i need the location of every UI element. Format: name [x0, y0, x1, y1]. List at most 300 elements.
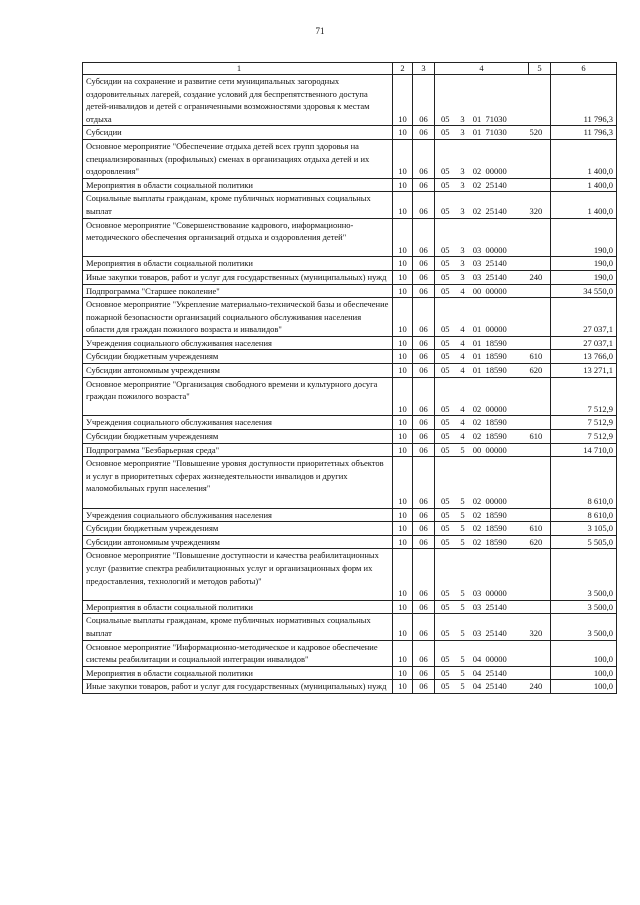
section-code: 10 [393, 284, 413, 298]
table-row [83, 600, 617, 614]
amount: 190,0 [551, 218, 617, 257]
expense-type-code: 240 [529, 680, 551, 694]
table-row [83, 350, 617, 364]
subsection-code: 06 [413, 416, 435, 430]
amount: 14 710,0 [551, 443, 617, 457]
subsection-code: 06 [413, 443, 435, 457]
subprogram-code: 4 [457, 364, 469, 378]
amount: 3 500,0 [551, 549, 617, 600]
subprogram-code: 4 [457, 336, 469, 350]
activity-code: 03 [469, 549, 486, 600]
activity-code: 03 [469, 600, 486, 614]
table-row [83, 666, 617, 680]
direction-code: 00000 [486, 284, 522, 298]
expense-type-code: 620 [529, 535, 551, 549]
program-code: 05 [435, 257, 457, 271]
direction-code: 71030 [486, 75, 522, 126]
amount: 27 037,1 [551, 298, 617, 337]
subprogram-code: 3 [457, 75, 469, 126]
table-row [83, 640, 617, 666]
subprogram-code: 5 [457, 640, 469, 666]
amount: 3 500,0 [551, 614, 617, 640]
subprogram-code: 3 [457, 126, 469, 140]
expense-type-code: 610 [529, 430, 551, 444]
row-name: Субсидии бюджетным учреждениям [83, 522, 393, 536]
expense-type-code [529, 443, 551, 457]
amount: 100,0 [551, 666, 617, 680]
code-spacer [522, 257, 529, 271]
program-code: 05 [435, 298, 457, 337]
amount: 13 271,1 [551, 364, 617, 378]
expense-type-code: 240 [529, 270, 551, 284]
program-code: 05 [435, 178, 457, 192]
table-row [83, 416, 617, 430]
table-row [83, 549, 617, 600]
row-name: Мероприятия в области социальной политики [83, 600, 393, 614]
amount: 11 796,3 [551, 126, 617, 140]
activity-code: 01 [469, 75, 486, 126]
amount: 7 512,9 [551, 377, 617, 416]
row-name: Подпрограмма "Безбарьерная среда" [83, 443, 393, 457]
page-number: 71 [315, 26, 325, 36]
subprogram-code: 4 [457, 284, 469, 298]
activity-code: 01 [469, 336, 486, 350]
subsection-code: 06 [413, 178, 435, 192]
row-name: Учреждения социального обслуживания населения [83, 416, 393, 430]
subsection-code: 06 [413, 350, 435, 364]
expense-type-code [529, 75, 551, 126]
code-spacer [522, 640, 529, 666]
section-code: 10 [393, 350, 413, 364]
code-spacer [522, 522, 529, 536]
table-header-row [83, 63, 617, 75]
activity-code: 01 [469, 350, 486, 364]
direction-code: 18590 [486, 508, 522, 522]
subsection-code: 06 [413, 139, 435, 178]
row-name: Социальные выплаты гражданам, кроме публичных нормативных социальных выплат [83, 614, 393, 640]
activity-code: 00 [469, 443, 486, 457]
activity-code: 02 [469, 416, 486, 430]
program-code: 05 [435, 139, 457, 178]
activity-code: 02 [469, 377, 486, 416]
section-code: 10 [393, 680, 413, 694]
code-spacer [522, 350, 529, 364]
table-row [83, 377, 617, 416]
code-spacer [522, 666, 529, 680]
subprogram-code: 3 [457, 192, 469, 218]
subprogram-code: 4 [457, 416, 469, 430]
table-row [83, 257, 617, 271]
row-name: Иные закупки товаров, работ и услуг для государственных (муниципальных) нужд [83, 680, 393, 694]
expense-type-code [529, 457, 551, 508]
column-header-2: 2 [393, 63, 413, 75]
row-name: Основное мероприятие "Обеспечение отдыха детей всех групп здоровья на специализированных (профильных) сменах в организациях отдыха детей и их оздоровления" [83, 139, 393, 178]
section-code: 10 [393, 600, 413, 614]
subprogram-code: 3 [457, 257, 469, 271]
subsection-code: 06 [413, 257, 435, 271]
program-code: 05 [435, 443, 457, 457]
row-name: Основное мероприятие "Информационно-методическое и кадровое обеспечение системы реабилитации и социальной интеграции инвалидов" [83, 640, 393, 666]
section-code: 10 [393, 443, 413, 457]
section-code: 10 [393, 192, 413, 218]
subsection-code: 06 [413, 522, 435, 536]
direction-code: 25140 [486, 192, 522, 218]
subsection-code: 06 [413, 377, 435, 416]
subprogram-code: 3 [457, 178, 469, 192]
amount: 100,0 [551, 680, 617, 694]
program-code: 05 [435, 416, 457, 430]
activity-code: 02 [469, 430, 486, 444]
program-code: 05 [435, 270, 457, 284]
row-name: Социальные выплаты гражданам, кроме публичных нормативных социальных выплат [83, 192, 393, 218]
activity-code: 04 [469, 680, 486, 694]
activity-code: 01 [469, 126, 486, 140]
activity-code: 02 [469, 508, 486, 522]
row-name: Основное мероприятие "Повышение уровня доступности приоритетных объектов и услуг в приоритетных сферах жизнедеятельности инвалидов и других маломобильных групп населения" [83, 457, 393, 508]
table-row [83, 443, 617, 457]
code-spacer [522, 377, 529, 416]
program-code: 05 [435, 284, 457, 298]
section-code: 10 [393, 178, 413, 192]
amount: 1 400,0 [551, 192, 617, 218]
program-code: 05 [435, 522, 457, 536]
direction-code: 25140 [486, 680, 522, 694]
activity-code: 02 [469, 522, 486, 536]
subsection-code: 06 [413, 680, 435, 694]
code-spacer [522, 614, 529, 640]
subsection-code: 06 [413, 614, 435, 640]
section-code: 10 [393, 298, 413, 337]
table-row [83, 535, 617, 549]
subsection-code: 06 [413, 549, 435, 600]
code-spacer [522, 680, 529, 694]
table-row [83, 284, 617, 298]
budget-table [82, 62, 617, 694]
direction-code: 18590 [486, 535, 522, 549]
code-spacer [522, 218, 529, 257]
column-header-6: 6 [551, 63, 617, 75]
amount: 190,0 [551, 257, 617, 271]
subprogram-code: 5 [457, 457, 469, 508]
column-header-4: 4 [435, 63, 529, 75]
subsection-code: 06 [413, 364, 435, 378]
code-spacer [522, 549, 529, 600]
program-code: 05 [435, 535, 457, 549]
code-spacer [522, 430, 529, 444]
direction-code: 18590 [486, 350, 522, 364]
column-header-5: 5 [529, 63, 551, 75]
expense-type-code: 320 [529, 192, 551, 218]
section-code: 10 [393, 416, 413, 430]
amount: 3 500,0 [551, 600, 617, 614]
table-row [83, 336, 617, 350]
direction-code: 00000 [486, 218, 522, 257]
program-code: 05 [435, 336, 457, 350]
table-row [83, 126, 617, 140]
table-row [83, 457, 617, 508]
amount: 34 550,0 [551, 284, 617, 298]
code-spacer [522, 178, 529, 192]
section-code: 10 [393, 549, 413, 600]
row-name: Иные закупки товаров, работ и услуг для государственных (муниципальных) нужд [83, 270, 393, 284]
row-name: Мероприятия в области социальной политики [83, 178, 393, 192]
program-code: 05 [435, 457, 457, 508]
activity-code: 01 [469, 298, 486, 337]
activity-code: 04 [469, 666, 486, 680]
amount: 27 037,1 [551, 336, 617, 350]
direction-code: 25140 [486, 178, 522, 192]
direction-code: 00000 [486, 640, 522, 666]
row-name: Основное мероприятие "Организация свободного времени и культурного досуга граждан пожилого возраста" [83, 377, 393, 416]
section-code: 10 [393, 614, 413, 640]
column-header-3: 3 [413, 63, 435, 75]
expense-type-code: 610 [529, 522, 551, 536]
row-name: Субсидии [83, 126, 393, 140]
code-spacer [522, 139, 529, 178]
direction-code: 00000 [486, 377, 522, 416]
expense-type-code [529, 549, 551, 600]
program-code: 05 [435, 350, 457, 364]
subprogram-code: 5 [457, 600, 469, 614]
direction-code: 71030 [486, 126, 522, 140]
expense-type-code: 610 [529, 350, 551, 364]
section-code: 10 [393, 257, 413, 271]
activity-code: 02 [469, 139, 486, 178]
code-spacer [522, 298, 529, 337]
expense-type-code [529, 298, 551, 337]
direction-code: 25140 [486, 270, 522, 284]
section-code: 10 [393, 666, 413, 680]
table-row [83, 522, 617, 536]
program-code: 05 [435, 614, 457, 640]
expense-type-code: 520 [529, 126, 551, 140]
subprogram-code: 3 [457, 218, 469, 257]
section-code: 10 [393, 430, 413, 444]
table-row [83, 75, 617, 126]
subprogram-code: 5 [457, 522, 469, 536]
subsection-code: 06 [413, 126, 435, 140]
direction-code: 25140 [486, 600, 522, 614]
row-name: Мероприятия в области социальной политики [83, 666, 393, 680]
program-code: 05 [435, 600, 457, 614]
subprogram-code: 3 [457, 139, 469, 178]
subprogram-code: 4 [457, 350, 469, 364]
program-code: 05 [435, 364, 457, 378]
section-code: 10 [393, 218, 413, 257]
direction-code: 18590 [486, 522, 522, 536]
subprogram-code: 4 [457, 377, 469, 416]
expense-type-code: 620 [529, 364, 551, 378]
table-row [83, 430, 617, 444]
section-code: 10 [393, 336, 413, 350]
activity-code: 01 [469, 364, 486, 378]
row-name: Субсидии бюджетным учреждениям [83, 430, 393, 444]
code-spacer [522, 457, 529, 508]
column-header-1: 1 [83, 63, 393, 75]
section-code: 10 [393, 126, 413, 140]
row-name: Основное мероприятие "Повышение доступности и качества реабилитационных услуг (развитие спектра реабилитационных услуг и организационных форм их предоставления, технологий и методов работы)" [83, 549, 393, 600]
activity-code: 00 [469, 284, 486, 298]
amount: 7 512,9 [551, 416, 617, 430]
subprogram-code: 4 [457, 298, 469, 337]
expense-type-code [529, 508, 551, 522]
section-code: 10 [393, 75, 413, 126]
subprogram-code: 3 [457, 270, 469, 284]
table-row [83, 178, 617, 192]
activity-code: 02 [469, 535, 486, 549]
direction-code: 25140 [486, 666, 522, 680]
amount: 8 610,0 [551, 508, 617, 522]
table-row [83, 298, 617, 337]
amount: 100,0 [551, 640, 617, 666]
amount: 8 610,0 [551, 457, 617, 508]
direction-code: 00000 [486, 549, 522, 600]
direction-code: 18590 [486, 364, 522, 378]
code-spacer [522, 192, 529, 218]
row-name: Мероприятия в области социальной политики [83, 257, 393, 271]
table-row [83, 270, 617, 284]
subprogram-code: 5 [457, 666, 469, 680]
direction-code: 18590 [486, 430, 522, 444]
subsection-code: 06 [413, 336, 435, 350]
program-code: 05 [435, 126, 457, 140]
direction-code: 25140 [486, 257, 522, 271]
activity-code: 02 [469, 178, 486, 192]
table-row [83, 192, 617, 218]
subsection-code: 06 [413, 535, 435, 549]
program-code: 05 [435, 218, 457, 257]
section-code: 10 [393, 457, 413, 508]
amount: 1 400,0 [551, 178, 617, 192]
direction-code: 00000 [486, 457, 522, 508]
amount: 5 505,0 [551, 535, 617, 549]
direction-code: 25140 [486, 614, 522, 640]
activity-code: 03 [469, 614, 486, 640]
row-name: Субсидии автономным учреждениям [83, 535, 393, 549]
section-code: 10 [393, 640, 413, 666]
table-row [83, 139, 617, 178]
code-spacer [522, 364, 529, 378]
subprogram-code: 5 [457, 535, 469, 549]
section-code: 10 [393, 139, 413, 178]
table-row [83, 614, 617, 640]
program-code: 05 [435, 640, 457, 666]
direction-code: 00000 [486, 298, 522, 337]
expense-type-code: 320 [529, 614, 551, 640]
row-name: Субсидии автономным учреждениям [83, 364, 393, 378]
subsection-code: 06 [413, 270, 435, 284]
subsection-code: 06 [413, 298, 435, 337]
program-code: 05 [435, 377, 457, 416]
row-name: Субсидии бюджетным учреждениям [83, 350, 393, 364]
subsection-code: 06 [413, 192, 435, 218]
subsection-code: 06 [413, 666, 435, 680]
expense-type-code [529, 218, 551, 257]
subsection-code: 06 [413, 430, 435, 444]
program-code: 05 [435, 75, 457, 126]
table-row [83, 218, 617, 257]
table-row [83, 508, 617, 522]
expense-type-code [529, 139, 551, 178]
section-code: 10 [393, 522, 413, 536]
direction-code: 00000 [486, 139, 522, 178]
program-code: 05 [435, 430, 457, 444]
section-code: 10 [393, 535, 413, 549]
expense-type-code [529, 178, 551, 192]
direction-code: 18590 [486, 336, 522, 350]
expense-type-code [529, 257, 551, 271]
direction-code: 00000 [486, 443, 522, 457]
expense-type-code [529, 640, 551, 666]
expense-type-code [529, 416, 551, 430]
row-name: Основное мероприятие "Совершенствование кадрового, информационно-методического обеспечения организаций отдыха и оздоровления детей" [83, 218, 393, 257]
subprogram-code: 5 [457, 443, 469, 457]
activity-code: 03 [469, 270, 486, 284]
activity-code: 02 [469, 192, 486, 218]
table-row [83, 680, 617, 694]
amount: 7 512,9 [551, 430, 617, 444]
program-code: 05 [435, 666, 457, 680]
table-row [83, 364, 617, 378]
activity-code: 04 [469, 640, 486, 666]
code-spacer [522, 270, 529, 284]
row-name: Основное мероприятие "Укрепление материально-технической базы и обеспечение пожарной безопасности организаций социального обслуживания населения области для граждан пожилого возраста и инвалидов" [83, 298, 393, 337]
section-code: 10 [393, 270, 413, 284]
subsection-code: 06 [413, 75, 435, 126]
section-code: 10 [393, 508, 413, 522]
expense-type-code [529, 284, 551, 298]
expense-type-code [529, 600, 551, 614]
subprogram-code: 5 [457, 614, 469, 640]
expense-type-code [529, 336, 551, 350]
code-spacer [522, 284, 529, 298]
expense-type-code [529, 666, 551, 680]
subsection-code: 06 [413, 457, 435, 508]
code-spacer [522, 416, 529, 430]
subsection-code: 06 [413, 508, 435, 522]
subprogram-code: 5 [457, 508, 469, 522]
subsection-code: 06 [413, 284, 435, 298]
code-spacer [522, 535, 529, 549]
subsection-code: 06 [413, 600, 435, 614]
section-code: 10 [393, 377, 413, 416]
code-spacer [522, 443, 529, 457]
amount: 11 796,3 [551, 75, 617, 126]
activity-code: 02 [469, 457, 486, 508]
subsection-code: 06 [413, 640, 435, 666]
amount: 3 105,0 [551, 522, 617, 536]
program-code: 05 [435, 549, 457, 600]
code-spacer [522, 600, 529, 614]
row-name: Учреждения социального обслуживания населения [83, 508, 393, 522]
program-code: 05 [435, 680, 457, 694]
subprogram-code: 5 [457, 680, 469, 694]
code-spacer [522, 336, 529, 350]
activity-code: 03 [469, 218, 486, 257]
direction-code: 18590 [486, 416, 522, 430]
row-name: Субсидии на сохранение и развитие сети муниципальных загородных оздоровительных лагерей, создание условий для беспрепятственного доступа детей-инвалидов и детей с ограниченными возможностями здоровья к местам отдыха [83, 75, 393, 126]
program-code: 05 [435, 508, 457, 522]
activity-code: 03 [469, 257, 486, 271]
amount: 1 400,0 [551, 139, 617, 178]
subsection-code: 06 [413, 218, 435, 257]
program-code: 05 [435, 192, 457, 218]
code-spacer [522, 126, 529, 140]
subprogram-code: 5 [457, 549, 469, 600]
section-code: 10 [393, 364, 413, 378]
amount: 13 766,0 [551, 350, 617, 364]
row-name: Подпрограмма "Старшее поколение" [83, 284, 393, 298]
